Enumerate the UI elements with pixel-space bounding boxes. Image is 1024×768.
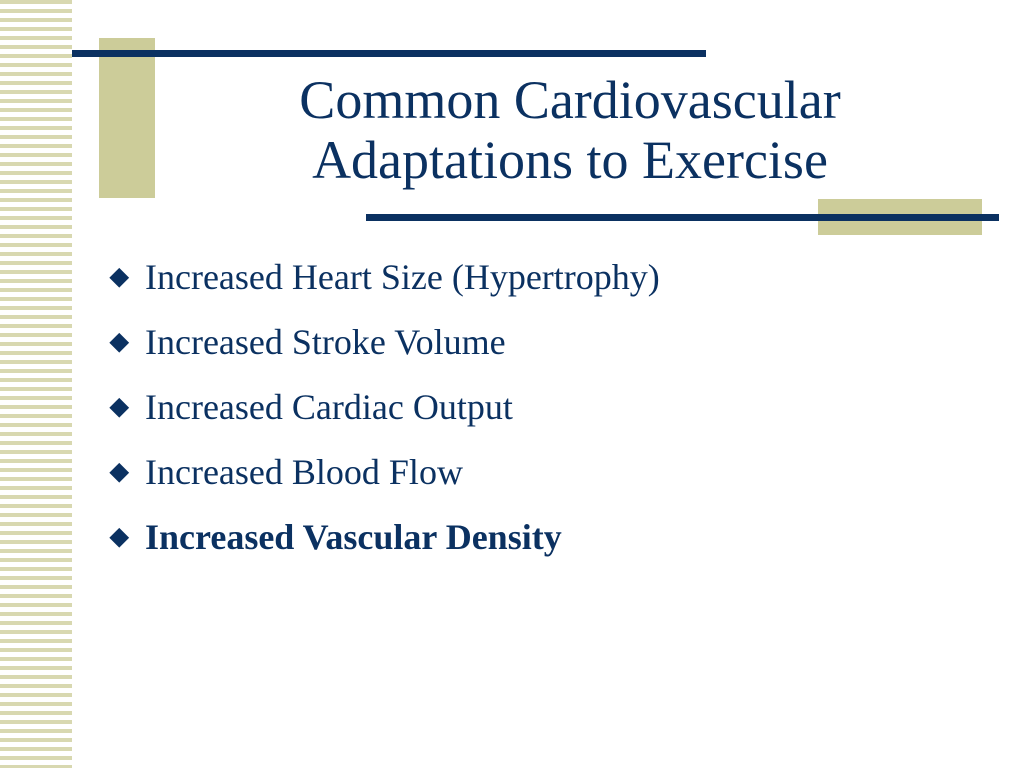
slide-title-line-1: Common Cardiovascular: [299, 70, 841, 130]
title-rule-top: [72, 50, 706, 57]
bullet-item: [104, 386, 984, 451]
slide-title: [160, 70, 980, 190]
bullet-label: Increased Cardiac Output: [145, 387, 513, 427]
diamond-bullet-icon: [109, 333, 129, 353]
decorative-stripe-band: [0, 0, 72, 768]
diamond-bullet-icon: [109, 398, 129, 418]
bullet-item: [104, 321, 984, 386]
bullet-label: Increased Blood Flow: [145, 452, 463, 492]
bullet-item: [104, 451, 984, 516]
diamond-bullet-icon: [109, 268, 129, 288]
bullet-list: [104, 256, 984, 581]
bullet-label: Increased Heart Size (Hypertrophy): [145, 257, 660, 297]
bullet-item: [104, 516, 984, 581]
bullet-item: [104, 256, 984, 321]
diamond-bullet-icon: [109, 528, 129, 548]
slide-title-line-2: Adaptations to Exercise: [312, 130, 828, 190]
diamond-bullet-icon: [109, 463, 129, 483]
bullet-label: Increased Vascular Density: [145, 517, 562, 557]
title-rule-bottom: [366, 214, 999, 221]
bullet-label: Increased Stroke Volume: [145, 322, 506, 362]
decorative-block-left: [99, 38, 155, 198]
